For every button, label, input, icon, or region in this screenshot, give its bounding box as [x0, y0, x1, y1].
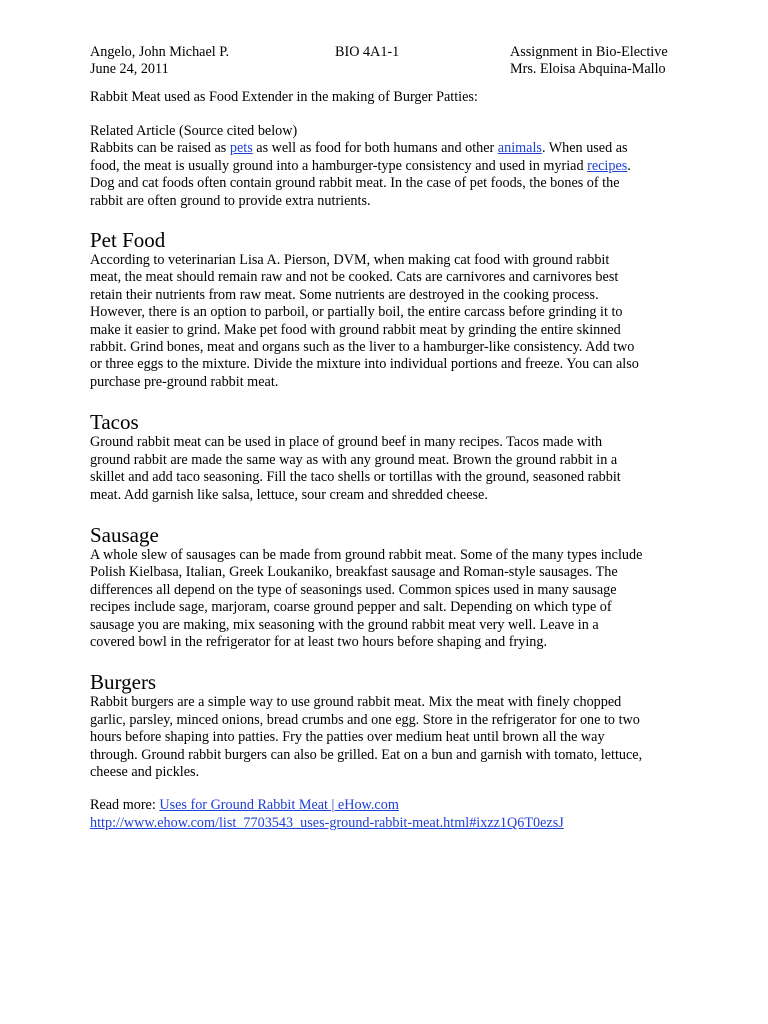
- body-line: recipes include sage, marjoram, coarse ground pepper and salt. Depending on which type of: [90, 599, 612, 616]
- body-line: meat. Add garnish like salsa, lettuce, sour cream and shredded cheese.: [90, 486, 488, 503]
- read-more-block: [90, 797, 690, 832]
- body-line: differences all depend on the type of seasonings used. Common spices used in many sausage: [90, 581, 617, 598]
- text-run: . When used as: [541, 140, 628, 157]
- text-run: food, the meat is usually ground into a hamburger-type consistency and used in myriad: [90, 157, 588, 174]
- read-more-line: [90, 797, 690, 814]
- section-heading-burgers: Burgers: [90, 670, 157, 695]
- section-heading-pet-food: Pet Food: [90, 228, 166, 253]
- body-line: or three eggs to the mixture. Divide the mixture into individual portions and freeze. You can also: [90, 356, 639, 373]
- body-line: through. Ground rabbit burgers can also be grilled. Eat on a bun and garnish with tomato, lettuce,: [90, 746, 643, 763]
- body-line: Polish Kielbasa, Italian, Greek Loukaniko, breakfast sausage and Roman-style sausages. The: [90, 564, 618, 581]
- author-name: Angelo, John Michael P.: [90, 44, 230, 60]
- intro-paragraph: [90, 140, 690, 210]
- body-line: purchase pre-ground rabbit meat.: [90, 373, 279, 390]
- read-more-prefix: Read more:: [90, 797, 160, 814]
- header-row-2: [90, 61, 690, 78]
- section-body-pet-food: [90, 252, 690, 391]
- body-line: According to veterinarian Lisa A. Pierson, DVM, when making cat food with ground rabbit: [90, 252, 610, 269]
- animals-link[interactable]: animals: [497, 140, 542, 157]
- source-url-line: [90, 815, 690, 832]
- body-line: covered bowl in the refrigerator for at least two hours before shaping and frying.: [90, 633, 547, 650]
- source-url-link[interactable]: http://www.ehow.com/list_7703543_uses-ground-rabbit-meat.html#ixzz1Q6T0ezsJ: [90, 814, 564, 831]
- body-line: A whole slew of sausages can be made from ground rabbit meat. Some of the many types include: [90, 546, 643, 563]
- text-run: .: [627, 157, 631, 174]
- body-line: hours before shaping into patties. Fry the patties over medium heat until brown all the way: [90, 729, 605, 746]
- section-body-burgers: [90, 694, 690, 781]
- intro-line: [90, 140, 690, 157]
- related-article-label: Related Article (Source cited below): [90, 123, 298, 139]
- section-body-sausage: [90, 547, 690, 651]
- assignment-label: Assignment in Bio-Elective: [510, 44, 668, 60]
- course-code: BIO 4A1-1: [335, 44, 400, 60]
- recipes-link[interactable]: recipes: [587, 157, 628, 174]
- intro-line: [90, 158, 690, 175]
- body-line: Ground rabbit meat can be used in place of ground beef in many recipes. Tacos made with: [90, 434, 603, 451]
- section-heading-sausage: Sausage: [90, 522, 159, 547]
- document-date: June 24, 2011: [90, 61, 169, 77]
- body-line: ground rabbit are made the same way as with any ground meat. Brown the ground rabbit in a: [90, 451, 618, 468]
- header-row-1: [90, 44, 690, 61]
- section-heading-tacos: Tacos: [90, 410, 139, 435]
- source-article-link[interactable]: Uses for Ground Rabbit Meat | eHow.com: [159, 797, 399, 814]
- intro-line: Dog and cat foods often contain ground rabbit meat. In the case of pet foods, the bones of the: [90, 175, 620, 192]
- body-line: meat, the meat should remain raw and not be cooked. Cats are carnivores and carnivores best: [90, 269, 619, 286]
- text-run: as well as food for both humans and other: [252, 140, 498, 157]
- body-line: garlic, parsley, minced onions, bread crumbs and one egg. Store in the refrigerator for one to two: [90, 711, 640, 728]
- instructor-name: Mrs. Eloisa Abquina-Mallo: [510, 61, 666, 77]
- body-line: rabbit. Grind bones, meat and organs such as the liver to a hamburger-like consistency. Add two: [90, 339, 635, 356]
- body-line: make it easier to grind. Make pet food with ground rabbit meat by grinding the entire skinned: [90, 321, 621, 338]
- body-line: Rabbit burgers are a simple way to use ground rabbit meat. Mix the meat with finely chopped: [90, 694, 622, 711]
- text-run: Rabbits can be raised as: [90, 140, 230, 157]
- body-line: retain their nutrients from raw meat. Some nutrients are destroyed in the cooking process.: [90, 286, 599, 303]
- body-line: However, there is an option to parboil, or partially boil, the entire carcass before grinding it to: [90, 304, 623, 321]
- document-title: Rabbit Meat used as Food Extender in the making of Burger Patties:: [90, 89, 478, 105]
- intro-line: rabbit are often ground to provide extra nutrients.: [90, 192, 371, 209]
- section-body-tacos: [90, 434, 690, 504]
- document-page: [90, 44, 690, 832]
- body-line: skillet and add taco seasoning. Fill the taco shells or tortillas with the ground, seasoned rabbit: [90, 469, 621, 486]
- body-line: cheese and pickles.: [90, 763, 200, 780]
- pets-link[interactable]: pets: [229, 140, 253, 157]
- body-line: sausage you are making, mix seasoning with the ground rabbit meat very well. Leave in a: [90, 616, 599, 633]
